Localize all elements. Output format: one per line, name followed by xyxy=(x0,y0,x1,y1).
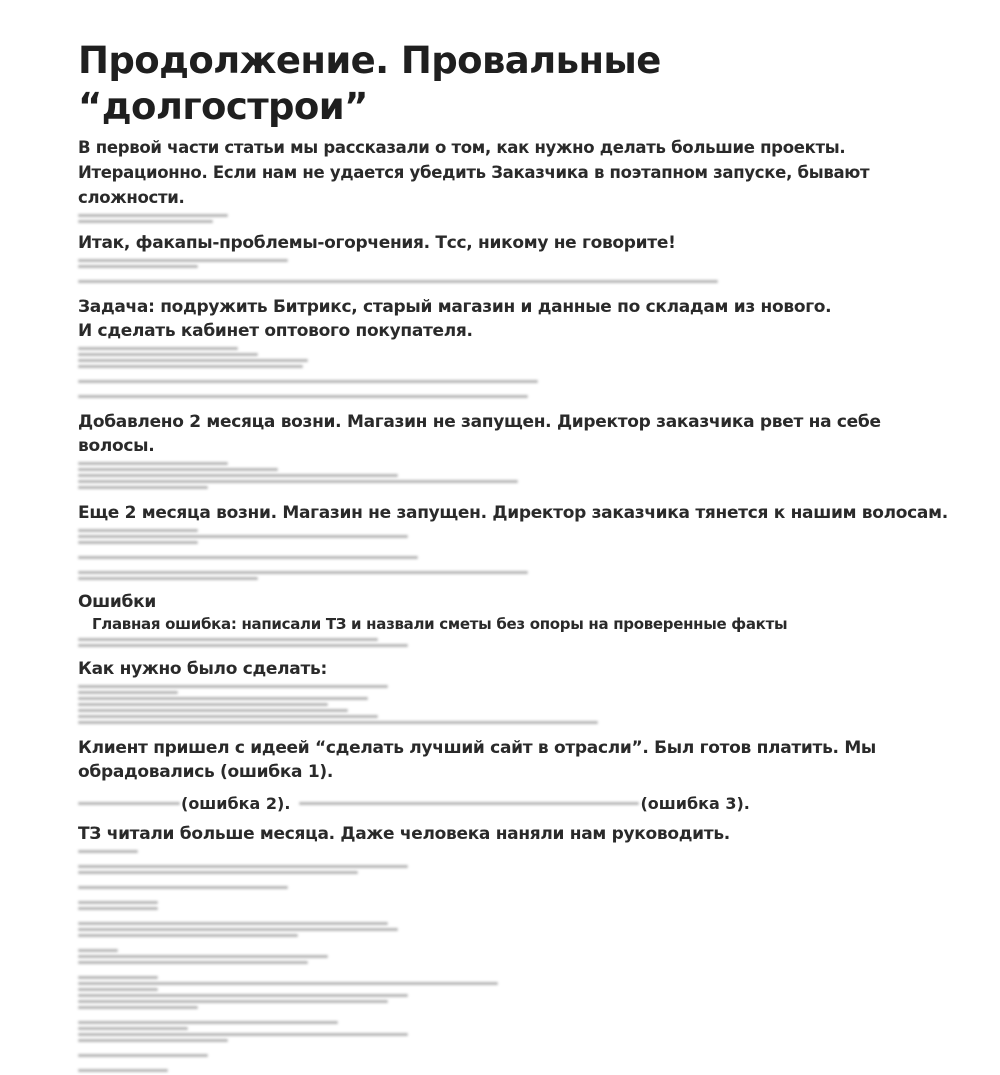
blurred-text xyxy=(78,259,958,283)
blurred-text xyxy=(78,685,958,724)
section-heading: Ошибки xyxy=(78,592,156,612)
main-error-line: Главная ошибка: написали ТЗ и назвали сметы без опоры на проверенные факты xyxy=(92,615,788,633)
article-title: Продолжение. Провальные “долгострои” xyxy=(78,39,661,128)
section-heading: Клиент пришел с идеей “сделать лучший сайт в отрасли”. Был готов платить. Мы обрадовались (ошибка 1). xyxy=(78,738,877,782)
errors-row xyxy=(78,790,958,816)
blurred-text xyxy=(78,214,958,223)
section-heading: Еще 2 месяца возни. Магазин не запущен. Директор заказчика тянется к нашим волосам. xyxy=(78,503,948,523)
section-heading: Итак, факапы-проблемы-огорчения. Тсс, никому не говорите! xyxy=(78,233,676,253)
error-tag-3: (ошибка 3). xyxy=(640,793,750,813)
article-lead: В первой части статьи мы рассказали о том, как нужно делать большие проекты. Итерационно. Если нам не удается убедить Заказчика в поэтапном запуске, бывают сложности. xyxy=(78,138,870,207)
error-tag-2: (ошибка 2). xyxy=(181,793,291,813)
blurred-text xyxy=(78,347,958,398)
blurred-text xyxy=(78,850,958,1072)
section-heading: ТЗ читали больше месяца. Даже человека наняли нам руководить. xyxy=(78,824,730,844)
blurred-text xyxy=(78,529,958,580)
section-heading: Добавлено 2 месяца возни. Магазин не запущен. Директор заказчика рвет на себе волосы. xyxy=(78,412,881,456)
blurred-text xyxy=(78,638,958,647)
article xyxy=(78,38,958,1075)
section-heading: Как нужно было сделать: xyxy=(78,659,327,679)
section-heading: Задача: подружить Битрикс, старый магазин и данные по складам из нового. И сделать кабинет оптового покупателя. xyxy=(78,297,832,341)
blurred-text xyxy=(78,462,958,489)
